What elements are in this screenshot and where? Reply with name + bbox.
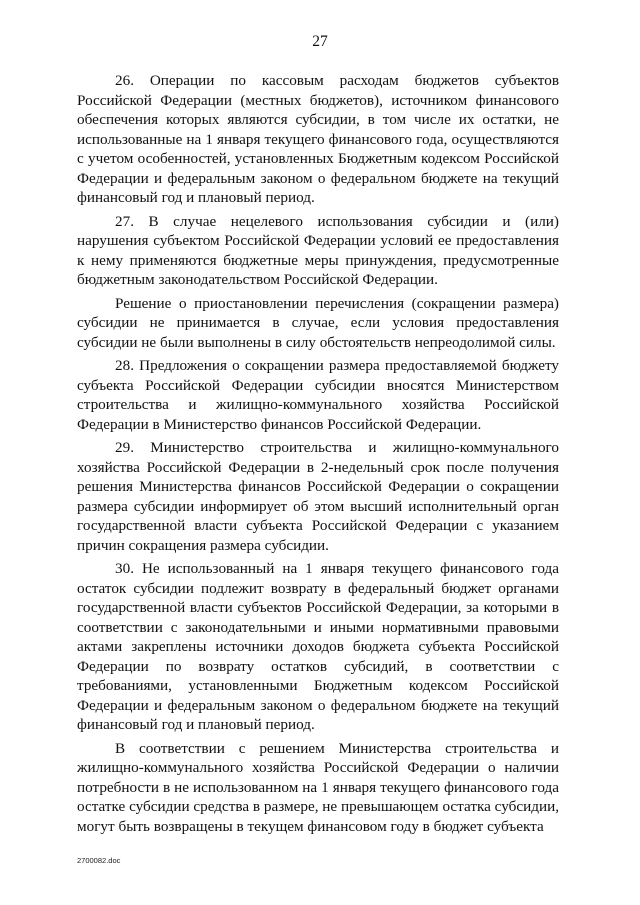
paragraph-28: 28. Предложения о сокращении размера предоставляемой бюджету субъекта Российской Федерации субсидии вносятся Министерством строительства и жилищно-коммунального хозяйства Российской Федерации в Министерство финансов Российской Федерации.	[77, 357, 559, 433]
paragraph-29: 29. Министерство строительства и жилищно-коммунального хозяйства Российской Федерации в 2-недельный срок после получения решения Министерства финансов Российской Федерации о сокращении размера субсидии информирует об этом высший исполнительный орган государственной власти субъекта Российской Федерации с указанием причин сокращения размера субсидии.	[77, 439, 559, 554]
paragraph-30-return: В соответствии с решением Министерства строительства и жилищно-коммунального хозяйства Российской Федерации о наличии потребности в не использованном на 1 января текущего финансового года остатке субсидии средства в размере, не превышающем остатка субсидии, могут быть возвращены в текущем финансовом году в бюджет субъекта	[77, 739, 559, 835]
page-number: 27	[312, 33, 328, 50]
paragraph-26: 26. Операции по кассовым расходам бюджетов субъектов Российской Федерации (местных бюджетов), источником финансового обеспечения которых являются субсидии, в том числе их остатки, не использованные на 1 января текущего финансового года, осуществляются с учетом особенностей, установленных Бюджетным кодексом Российской Федерации и федеральным законом о федеральном бюджете на текущий финансовый год и плановый период.	[77, 72, 559, 206]
paragraph-27-suspension: Решение о приостановлении перечисления (сокращении размера) субсидии не принимается в случае, если условия предоставления субсидии не были выполнены в силу обстоятельств непреодолимой силы.	[77, 294, 559, 351]
paragraph-27: 27. В случае нецелевого использования субсидии и (или) нарушения субъектом Российской Федерации условий ее предоставления к нему применяются бюджетные меры принуждения, предусмотренные бюджетным законодательством Российской Федерации.	[77, 212, 559, 288]
document-body	[77, 71, 559, 840]
document-filename-footer: 2700082.doc	[77, 856, 121, 865]
paragraph-30: 30. Не использованный на 1 января текущего финансового года остаток субсидии подлежит возврату в федеральный бюджет органами государственной власти субъектов Российской Федерации, за которыми в соответствии с законодательными и иными нормативными правовыми актами закреплены источники доходов бюджета субъекта Российской Федерации по возврату остатков субсидий, в соответствии с требованиями, установленными Бюджетным кодексом Российской Федерации и федеральным законом о федеральном бюджете на текущий финансовый год и плановый период.	[77, 560, 559, 733]
